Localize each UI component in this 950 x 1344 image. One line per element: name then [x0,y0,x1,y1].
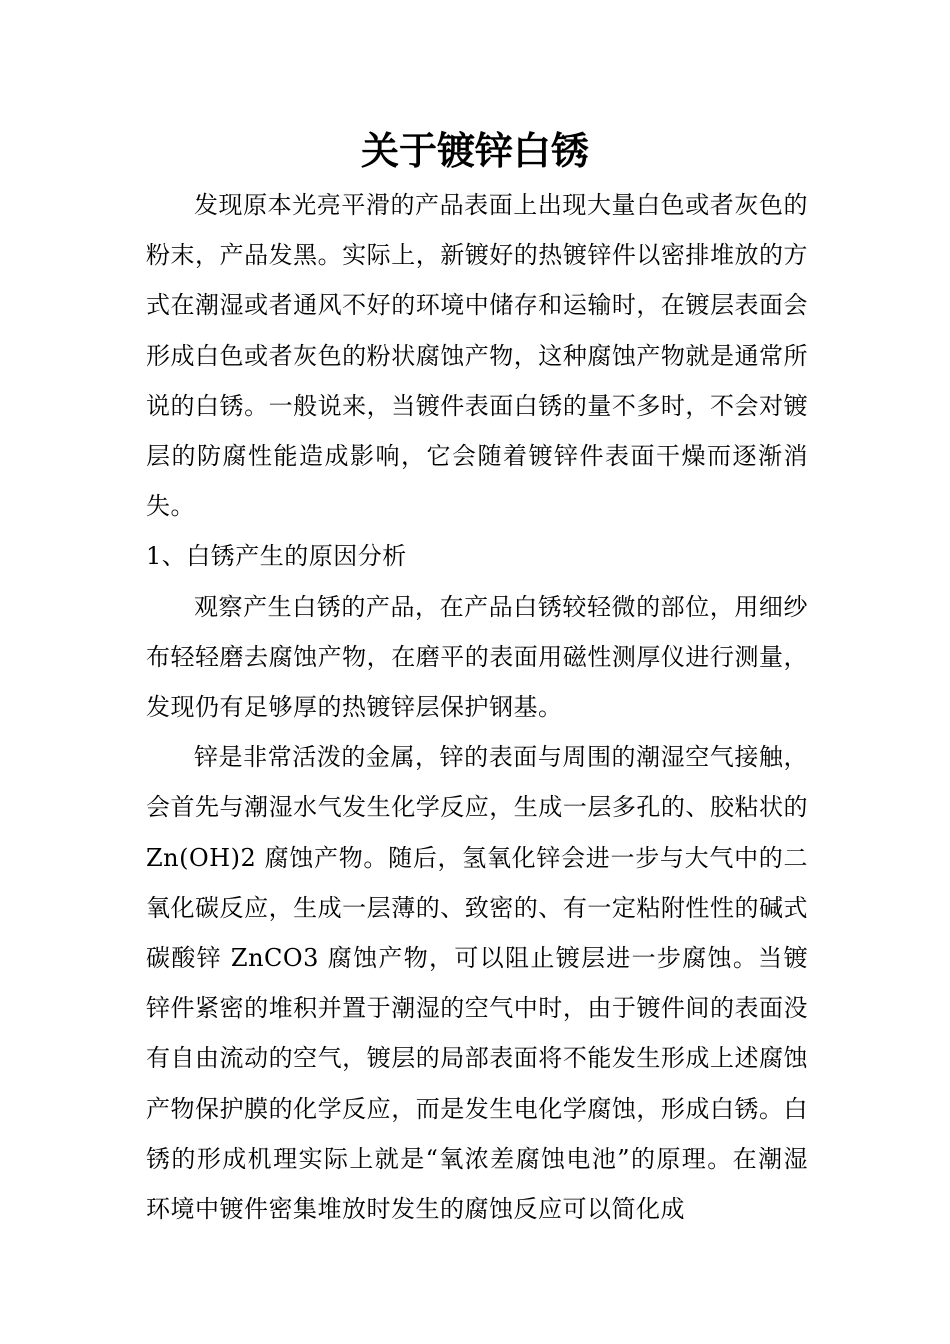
document-title: 关于镀锌白锈 [360,129,589,173]
document-body [146,180,808,1234]
paragraph-mechanism: 锌是非常活泼的金属，锌的表面与周围的潮湿空气接触，会首先与潮湿水气发生化学反应，生成一层多孔的、胶粘状的 Zn(OH)2 腐蚀产物。随后，氢氧化锌会进一步与大气中的二氧化碳反应，生成一层薄的、致密的、有一定粘附性性的碱式碳酸锌 ZnCO3 腐蚀产物，可以阻止镀层进一步腐蚀。当镀锌件紧密的堆积并置于潮湿的空气中时，由于镀件间的表面没有自由流动的空气，镀层的局部表面将不能发生形成上述腐蚀产物保护膜的化学反应，而是发生电化学腐蚀，形成白锈。白锈的形成机理实际上就是“氧浓差腐蚀电池”的原理。在潮湿环境中镀件密集堆放时发生的腐蚀反应可以简化成 [146,743,808,1224]
paragraph-intro: 发现原本光亮平滑的产品表面上出现大量白色或者灰色的粉末，产品发黑。实际上，新镀好的热镀锌件以密排堆放的方式在潮湿或者通风不好的环境中储存和运输时，在镀层表面会形成白色或者灰色的粉状腐蚀产物，这种腐蚀产物就是通常所说的白锈。一般说来，当镀件表面白锈的量不多时，不会对镀层的防腐性能造成影响，它会随着镀锌件表面干燥而逐渐消失。 [146,191,808,521]
section-heading: 1、白锈产生的原因分析 [146,542,407,571]
paragraph-observation: 观察产生白锈的产品，在产品白锈较轻微的部位，用细纱布轻轻磨去腐蚀产物，在磨平的表面用磁性测厚仪进行测量，发现仍有足够厚的热镀锌层保护钢基。 [146,592,808,722]
